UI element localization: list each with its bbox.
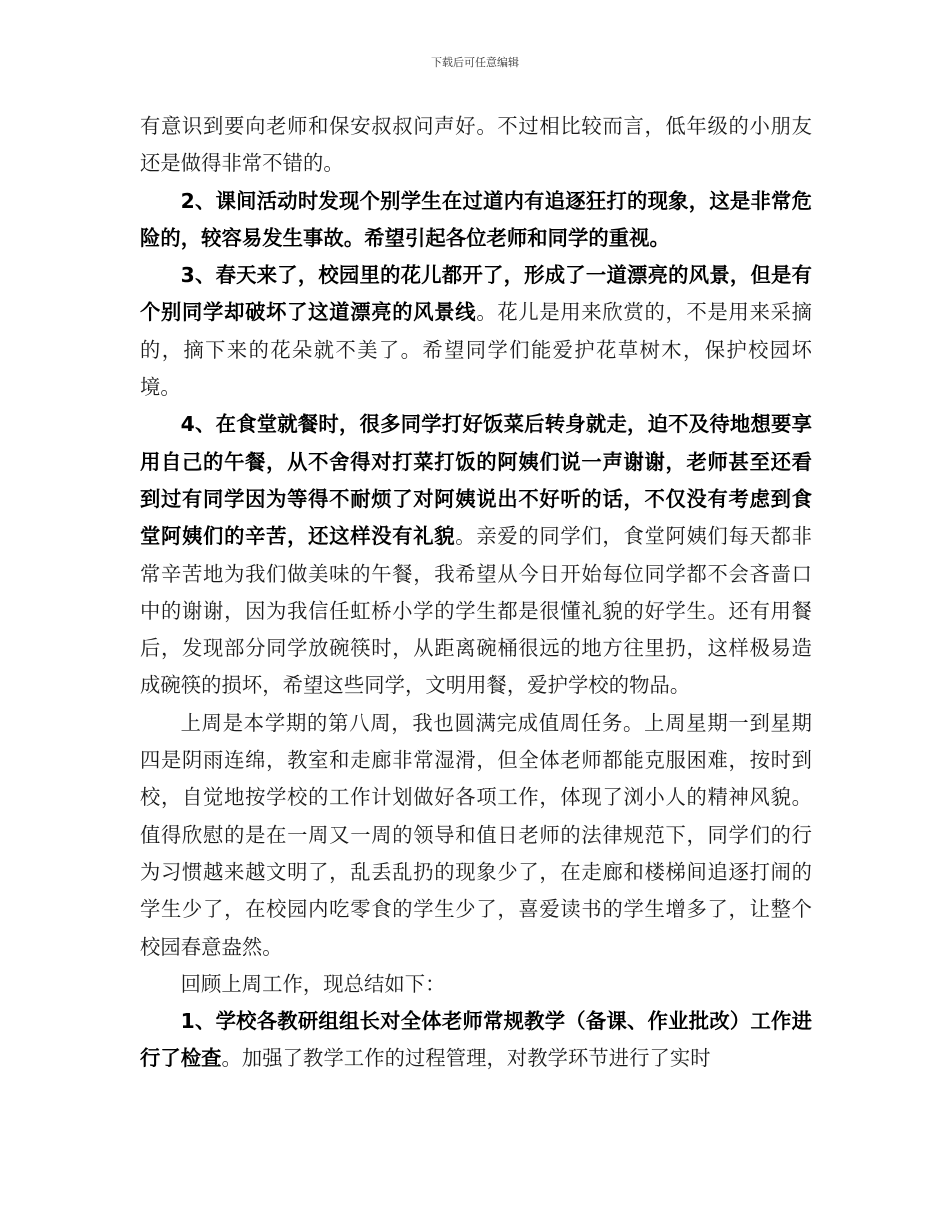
paragraph-review-item-1 [140, 1003, 812, 1078]
paragraph-text: 。花儿是用来欣赏的，不是用来采摘的，摘下来的花朵就不美了。希望同学们能爱护花草树木，保护校园坏境。 [140, 300, 812, 400]
page-header: 下载后可任意编辑 [431, 56, 519, 69]
paragraph-bold-text: 3、春天来了，校园里的花儿都开了，形成了一道漂亮的风景，但是有个别同学却破坏了这道漂亮的风景线 [140, 263, 812, 325]
paragraph-continuation [140, 108, 812, 183]
paragraph-item-2 [140, 183, 812, 258]
paragraph-item-3 [140, 257, 812, 406]
paragraph-text: 上周是本学期的第八周，我也圆满完成值周任务。上周星期一到星期四是阴雨连绵，教室和走廊非常湿滑，但全体老师都能克服困难，按时到校，自觉地按学校的工作计划做好各项工作，体现了浏小人的精神风貌。值得欣慰的是在一周又一周的领导和值日老师的法律规范下，同学们的行为习惯越来越文明了，乱丢乱扔的现象少了，在走廊和楼梯间追逐打闹的学生少了，在校园内吃零食的学生少了，喜爱读书的学生增多了，让整个校园春意盎然。 [140, 710, 812, 959]
paragraph-week-summary [140, 705, 812, 966]
paragraph-text: 。亲爱的同学们，食堂阿姨们每天都非常辛苦地为我们做美味的午餐，我希望从今日开始每位同学都不会吝啬口中的谢谢，因为我信任虹桥小学的学生都是很懂礼貌的好学生。还有用餐后，发现部分同学放碗筷时，从距离碗桶很远的地方往里扔，这样极易造成碗筷的损坏，希望这些同学，文明用餐，爱护学校的物品。 [140, 524, 812, 698]
paragraph-text: 有意识到要向老师和保安叔叔问声好。不过相比较而言，低年级的小朋友还是做得非常不错的。 [140, 114, 812, 176]
paragraph-review-intro [140, 966, 812, 1003]
paragraph-bold-text: 2、课间活动时发现个别学生在过道内有追逐狂打的现象，这是非常危险的，较容易发生事故。希望引起各位老师和同学的重视。 [140, 188, 812, 250]
paragraph-bold-text: 4、在食堂就餐时，很多同学打好饭菜后转身就走，迫不及待地想要享用自己的午餐，从不舍得对打菜打饭的阿姨们说一声谢谢，老师甚至还看到过有同学因为等得不耐烦了对阿姨说出不好听的话，不仅没有考虑到食堂阿姨们的辛苦，还这样没有礼貌 [140, 412, 812, 549]
document-body [140, 108, 812, 1078]
paragraph-item-4 [140, 406, 812, 704]
paragraph-text: 。加强了教学工作的过程管理，对教学环节进行了实时 [221, 1046, 711, 1071]
paragraph-text: 回顾上周工作，现总结如下： [180, 971, 446, 996]
paragraph-bold-text: 1、学校各教研组组长对全体老师常规教学（备课、作业批改）工作进行了检查 [140, 1009, 812, 1071]
